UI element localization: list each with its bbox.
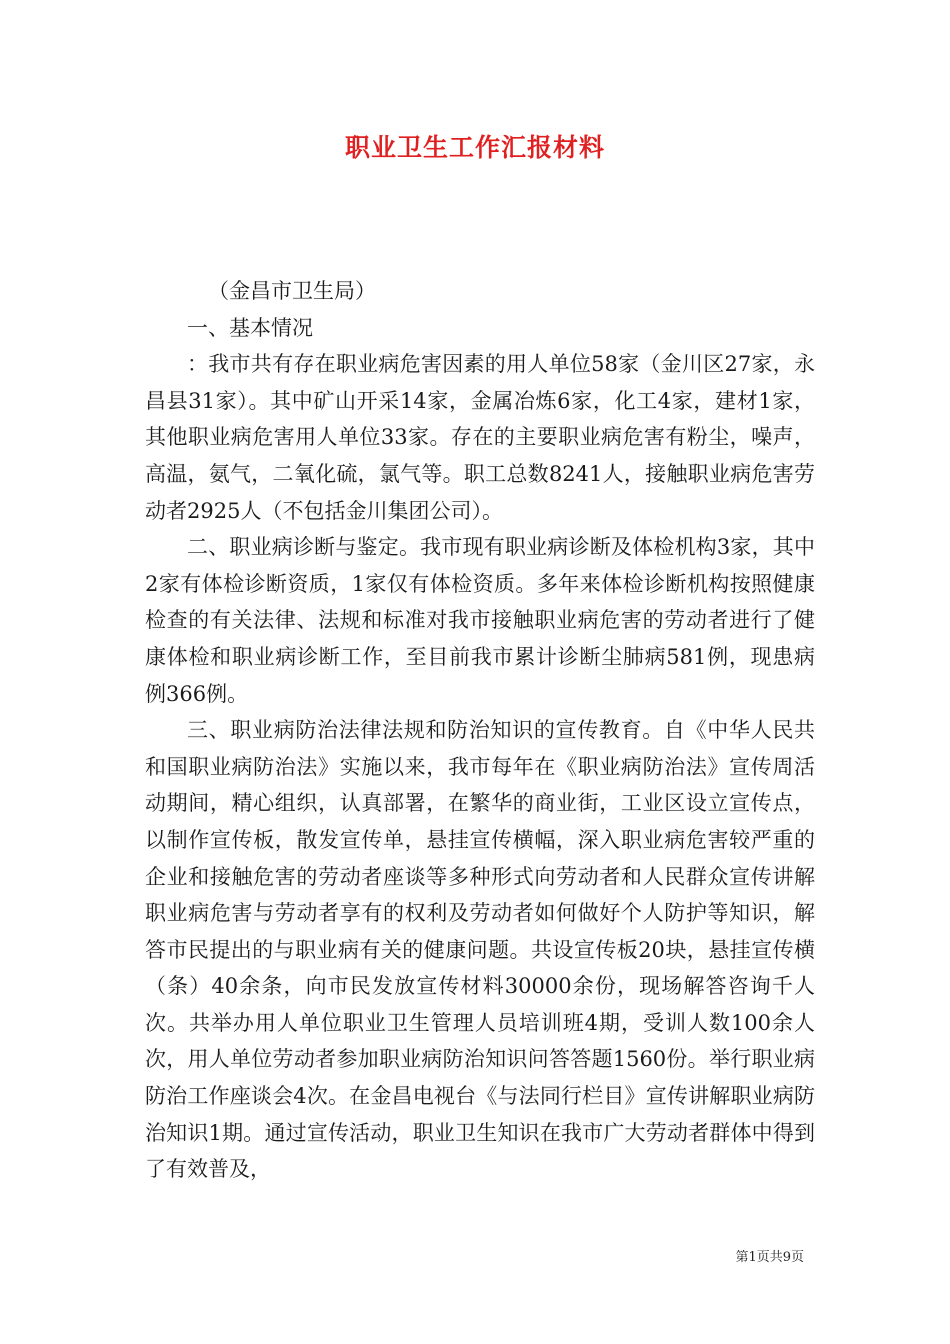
- document-body: [145, 273, 815, 1188]
- author-line: （金昌市卫生局）: [208, 279, 376, 303]
- page-number: 第1页共9页: [735, 1250, 804, 1265]
- section-heading-basic-situation: 一、基本情况: [187, 315, 313, 340]
- paragraph-publicity: 三、职业病防治法律法规和防治知识的宣传教育。自《中华人民共和国职业病防治法》实施以来，我市每年在《职业病防治法》宣传周活动期间，精心组织，认真部署，在繁华的商业街，工业区设立宣传点，以制作宣传板，散发宣传单，悬挂宣传横幅，深入职业病危害较严重的企业和接触危害的劳动者座谈等多种形式向劳动者和人民群众宣传讲解职业病危害与劳动者享有的权利及劳动者如何做好个人防护等知识，解答市民提出的与职业病有关的健康问题。共设宣传板20块，悬挂宣传横（条）40余条，向市民发放宣传材料30000余份，现场解答咨询千人次。共举办用人单位职业卫生管理人员培训班4期，受训人数100余人次，用人单位劳动者参加职业病防治知识问答答题1560份。举行职业病防治工作座谈会4次。在金昌电视台《与法同行栏目》宣传讲解职业病防治知识1期。通过宣传活动，职业卫生知识在我市广大劳动者群体中得到了有效普及，: [145, 718, 815, 1182]
- paragraph-diagnosis: 二、职业病诊断与鉴定。我市现有职业病诊断及体检机构3家，其中2家有体检诊断资质，1家仅有体检资质。多年来体检诊断机构按照健康检查的有关法律、法规和标准对我市接触职业病危害的劳动者进行了健康体检和职业病诊断工作，至目前我市累计诊断尘肺病581例，现患病例366例。: [145, 535, 815, 706]
- document-title: 职业卫生工作汇报材料: [344, 133, 605, 162]
- paragraph-basic-situation: ：我市共有存在职业病危害因素的用人单位58家（金川区27家，永昌县31家）。其中矿山开采14家，金属冶炼6家，化工4家，建材1家，其他职业病危害用人单位33家。存在的主要职业病危害有粉尘，噪声，高温，氨气，二氧化硫，氯气等。职工总数8241人，接触职业病危害劳动者2925人（不包括金川集团公司）。: [145, 352, 815, 523]
